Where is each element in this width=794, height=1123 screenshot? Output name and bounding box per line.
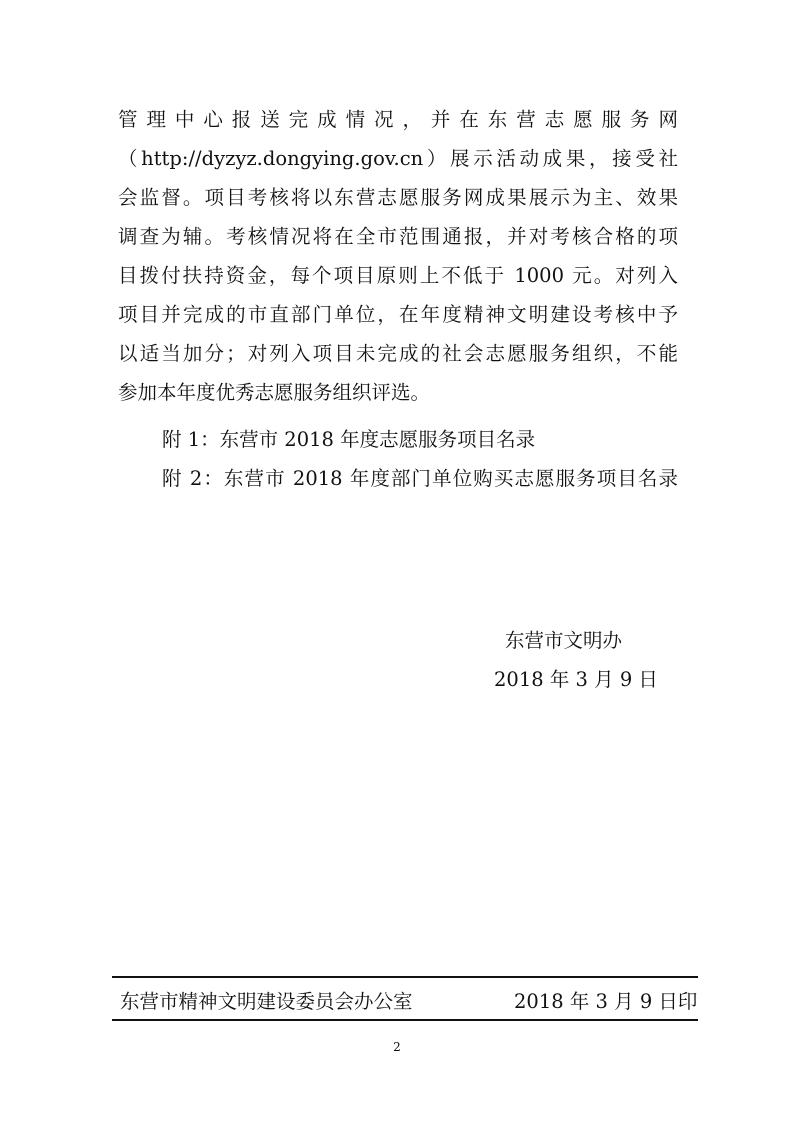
body-line-7: 以适当加分；对列入项目未完成的社会志愿服务组织，不能 <box>118 342 678 365</box>
body-line-3: 会监督。项目考核将以东营志愿服务网成果展示为主、效果 <box>118 186 678 209</box>
attachment-1: 附 1：东营市 2018 年度志愿服务项目名录 <box>162 428 536 451</box>
body-line-2: （http://dyzyz.dongying.gov.cn）展示活动成果，接受社 <box>118 147 678 170</box>
body-line-4: 调查为辅。考核情况将在全市范围通报，并对考核合格的项 <box>118 225 678 248</box>
signature-date: 2018 年 3 月 9 日 <box>494 668 658 691</box>
body-line-1: 管理中心报送完成情况，并在东营志愿服务网 <box>118 108 678 131</box>
body-line-8: 参加本年度优秀志愿服务组织评选。 <box>118 381 431 404</box>
body-line-6: 项目并完成的市直部门单位，在年度精神文明建设考核中予 <box>118 303 678 326</box>
body-line-5: 目拨付扶持资金，每个项目原则上不低于 1000 元。对列入 <box>118 264 678 287</box>
page-number: 2 <box>393 1040 401 1054</box>
attachment-2: 附 2：东营市 2018 年度部门单位购买志愿服务项目名录 <box>162 467 678 490</box>
footer-top-rule <box>112 976 698 978</box>
footer-print-date: 2018 年 3 月 9 日印 <box>514 990 698 1013</box>
footer-issuer: 东营市精神文明建设委员会办公室 <box>120 990 413 1013</box>
footer-bottom-rule <box>112 1019 698 1021</box>
signature-org: 东营市文明办 <box>505 629 623 652</box>
